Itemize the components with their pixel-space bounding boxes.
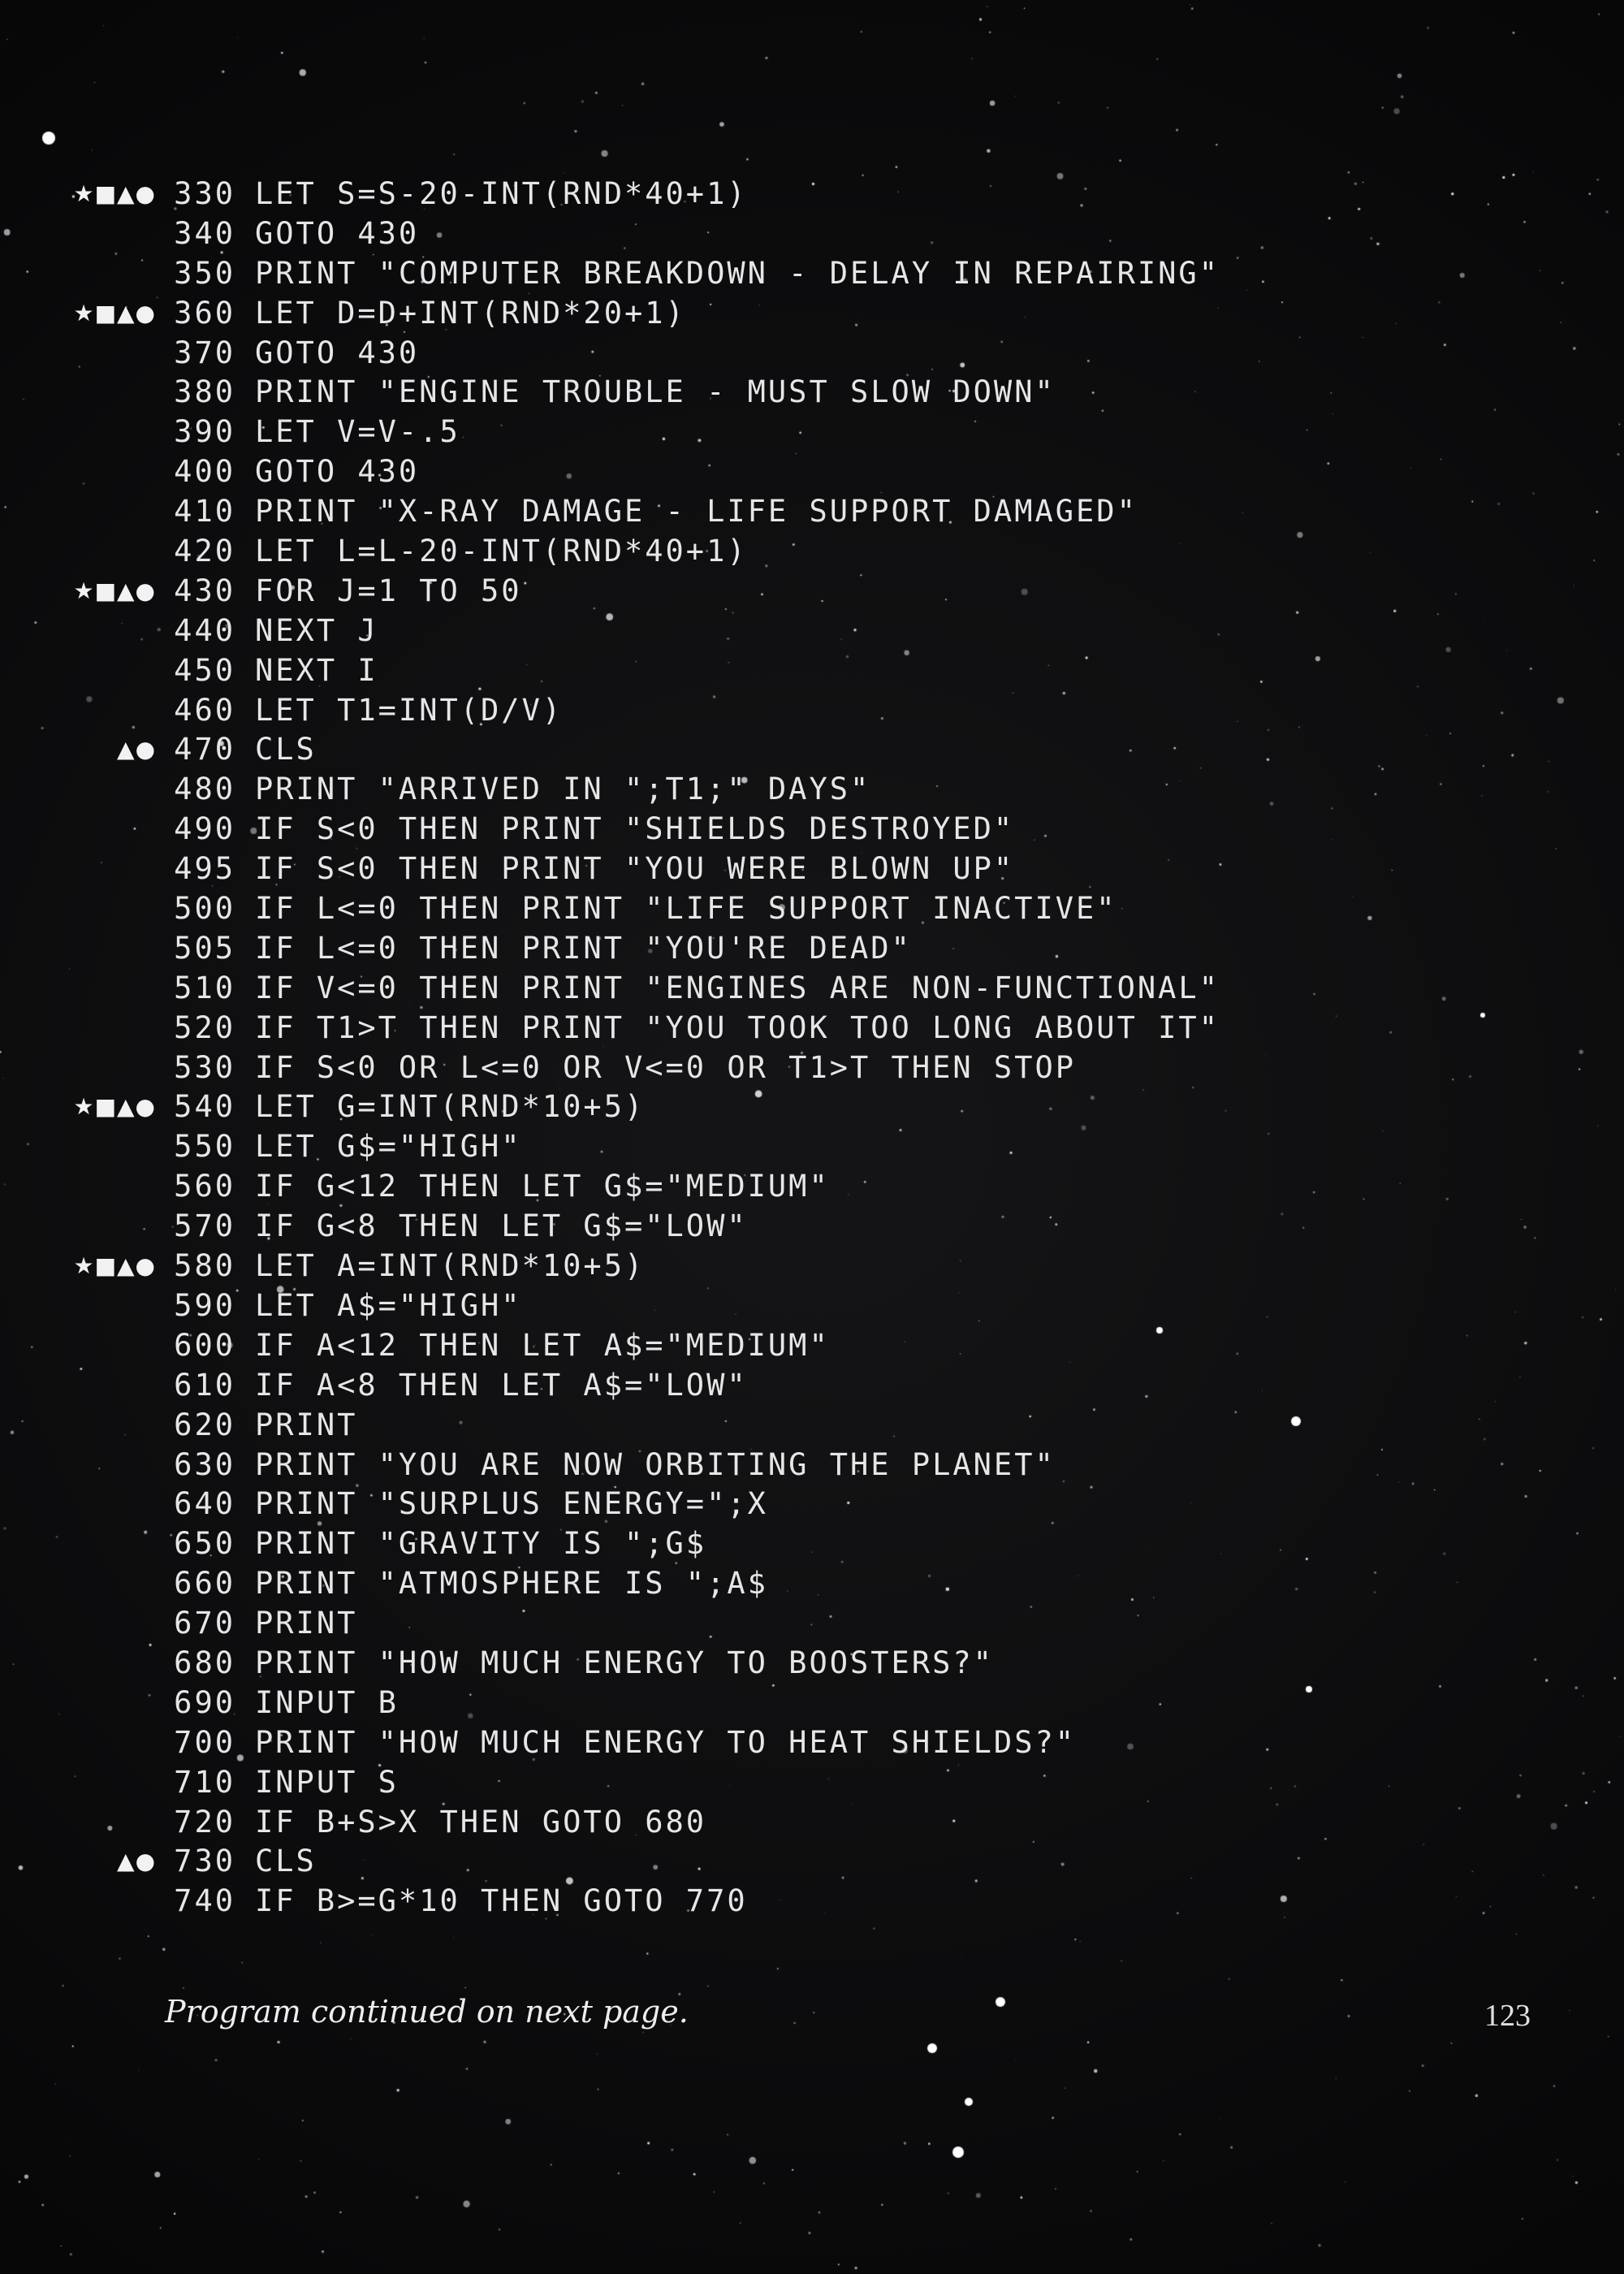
basic-statement: PRINT "SURPLUS ENERGY=";X	[255, 1486, 768, 1522]
code-line	[0, 1207, 1624, 1247]
code-line	[0, 1366, 1624, 1406]
line-number: 700	[174, 1724, 235, 1760]
code-line	[0, 214, 1624, 254]
line-number: 710	[174, 1764, 235, 1800]
basic-program-listing	[0, 175, 1624, 1922]
basic-statement: PRINT	[255, 1407, 358, 1442]
code-line	[0, 1723, 1624, 1763]
line-number: 470	[174, 732, 235, 767]
line-number: 530	[174, 1049, 235, 1085]
basic-statement: IF A<8 THEN LET A$="LOW"	[255, 1367, 748, 1403]
code-line	[0, 770, 1624, 810]
basic-statement: PRINT "GRAVITY IS ";G$	[255, 1526, 707, 1562]
code-line	[0, 969, 1624, 1009]
computer-compatibility-symbols: ★■▲●	[73, 1093, 156, 1121]
code-line	[0, 1684, 1624, 1723]
line-number: 440	[174, 612, 235, 648]
basic-statement: LET A=INT(RND*10+5)	[255, 1248, 646, 1284]
line-number: 500	[174, 891, 235, 927]
code-line	[0, 1803, 1624, 1843]
basic-statement: CLS	[255, 732, 317, 767]
basic-statement: IF B>=G*10 THEN GOTO 770	[255, 1883, 748, 1919]
code-line	[0, 1842, 1624, 1882]
code-line	[0, 929, 1624, 969]
code-line	[0, 334, 1624, 374]
code-line	[0, 1446, 1624, 1485]
basic-statement: LET T1=INT(D/V)	[255, 692, 564, 728]
computer-compatibility-symbols: ★■▲●	[73, 180, 156, 207]
code-line	[0, 612, 1624, 651]
basic-statement: IF L<=0 THEN PRINT "YOU'RE DEAD"	[255, 930, 912, 966]
basic-statement: NEXT I	[255, 652, 378, 688]
basic-statement: PRINT "ARRIVED IN ";T1;" DAYS"	[255, 772, 871, 807]
basic-statement: INPUT B	[255, 1684, 399, 1720]
code-line	[0, 1127, 1624, 1167]
code-line	[0, 1644, 1624, 1684]
line-number: 350	[174, 255, 235, 291]
line-number: 590	[174, 1287, 235, 1323]
code-line	[0, 1604, 1624, 1644]
code-line	[0, 175, 1624, 214]
basic-statement: IF S<0 THEN PRINT "SHIELDS DESTROYED"	[255, 811, 1015, 847]
line-number: 340	[174, 215, 235, 251]
code-line	[0, 492, 1624, 532]
computer-compatibility-symbols: ▲●	[117, 736, 156, 763]
line-number: 740	[174, 1883, 235, 1919]
code-line	[0, 532, 1624, 572]
line-number: 570	[174, 1208, 235, 1244]
line-number: 640	[174, 1486, 235, 1522]
basic-statement: LET G=INT(RND*10+5)	[255, 1089, 646, 1125]
line-number: 540	[174, 1089, 235, 1125]
line-number: 330	[174, 176, 235, 211]
code-line	[0, 1247, 1624, 1286]
line-number: 660	[174, 1566, 235, 1602]
basic-statement: CLS	[255, 1844, 317, 1879]
basic-statement: IF S<0 OR L<=0 OR V<=0 OR T1>T THEN STOP	[255, 1049, 1077, 1085]
line-number: 720	[174, 1804, 235, 1840]
computer-compatibility-symbols: ★■▲●	[73, 299, 156, 326]
line-number: 580	[174, 1248, 235, 1284]
code-line	[0, 452, 1624, 492]
code-line	[0, 413, 1624, 452]
computer-compatibility-symbols: ▲●	[117, 1848, 156, 1875]
basic-statement: INPUT S	[255, 1764, 399, 1800]
line-number: 370	[174, 335, 235, 370]
line-number: 510	[174, 970, 235, 1005]
line-number: 690	[174, 1684, 235, 1720]
basic-statement: GOTO 430	[255, 215, 420, 251]
basic-statement: GOTO 430	[255, 335, 420, 370]
basic-statement: PRINT "ENGINE TROUBLE - MUST SLOW DOWN"	[255, 374, 1056, 410]
code-line	[0, 1524, 1624, 1564]
code-line	[0, 1485, 1624, 1524]
line-number: 650	[174, 1526, 235, 1562]
basic-statement: IF B+S>X THEN GOTO 680	[255, 1804, 707, 1840]
basic-statement: IF A<12 THEN LET A$="MEDIUM"	[255, 1327, 830, 1363]
code-line	[0, 294, 1624, 334]
line-number: 480	[174, 772, 235, 807]
code-line	[0, 730, 1624, 770]
code-line	[0, 810, 1624, 850]
basic-statement: PRINT	[255, 1606, 358, 1641]
line-number: 600	[174, 1327, 235, 1363]
code-line	[0, 691, 1624, 731]
basic-statement: LET L=L-20-INT(RND*40+1)	[255, 534, 748, 569]
computer-compatibility-symbols: ★■▲●	[73, 577, 156, 604]
line-number: 610	[174, 1367, 235, 1403]
line-number: 390	[174, 414, 235, 450]
code-line	[0, 1048, 1624, 1088]
code-line	[0, 651, 1624, 691]
line-number: 420	[174, 534, 235, 569]
code-line	[0, 1564, 1624, 1604]
basic-statement: IF L<=0 THEN PRINT "LIFE SUPPORT INACTIVE"	[255, 891, 1117, 927]
code-line	[0, 572, 1624, 612]
line-number: 430	[174, 573, 235, 608]
line-number: 410	[174, 494, 235, 530]
line-number: 450	[174, 652, 235, 688]
code-line	[0, 889, 1624, 929]
code-line	[0, 1763, 1624, 1803]
line-number: 400	[174, 454, 235, 490]
code-line	[0, 1882, 1624, 1922]
line-number: 495	[174, 851, 235, 887]
basic-statement: IF G<12 THEN LET G$="MEDIUM"	[255, 1169, 830, 1204]
basic-statement: PRINT "HOW MUCH ENERGY TO BOOSTERS?"	[255, 1645, 994, 1680]
basic-statement: LET G$="HIGH"	[255, 1129, 522, 1165]
code-line	[0, 1167, 1624, 1207]
basic-statement: FOR J=1 TO 50	[255, 573, 522, 608]
code-line	[0, 373, 1624, 413]
basic-statement: PRINT "YOU ARE NOW ORBITING THE PLANET"	[255, 1446, 1056, 1482]
code-line	[0, 1286, 1624, 1326]
computer-compatibility-symbols: ★■▲●	[73, 1252, 156, 1280]
basic-statement: LET D=D+INT(RND*20+1)	[255, 295, 686, 331]
continued-note: Program continued on next page.	[165, 1994, 689, 2030]
code-line	[0, 1326, 1624, 1366]
line-number: 560	[174, 1169, 235, 1204]
code-line	[0, 1406, 1624, 1446]
basic-statement: LET S=S-20-INT(RND*40+1)	[255, 176, 748, 211]
line-number: 730	[174, 1844, 235, 1879]
basic-statement: IF G<8 THEN LET G$="LOW"	[255, 1208, 748, 1244]
line-number: 680	[174, 1645, 235, 1680]
code-line	[0, 850, 1624, 889]
page-number: 123	[1484, 1999, 1531, 2033]
line-number: 620	[174, 1407, 235, 1442]
line-number: 490	[174, 811, 235, 847]
basic-statement: PRINT "ATMOSPHERE IS ";A$	[255, 1566, 768, 1602]
basic-statement: LET V=V-.5	[255, 414, 460, 450]
line-number: 360	[174, 295, 235, 331]
code-line	[0, 254, 1624, 294]
basic-statement: PRINT "HOW MUCH ENERGY TO HEAT SHIELDS?"	[255, 1724, 1077, 1760]
line-number: 380	[174, 374, 235, 410]
code-line	[0, 1087, 1624, 1127]
line-number: 505	[174, 930, 235, 966]
basic-statement: IF S<0 THEN PRINT "YOU WERE BLOWN UP"	[255, 851, 1015, 887]
line-number: 670	[174, 1606, 235, 1641]
line-number: 460	[174, 692, 235, 728]
code-line	[0, 1009, 1624, 1048]
basic-statement: IF T1>T THEN PRINT "YOU TOOK TOO LONG ABOUT IT"	[255, 1009, 1220, 1045]
basic-statement: PRINT "COMPUTER BREAKDOWN - DELAY IN REPAIRING"	[255, 255, 1220, 291]
line-number: 630	[174, 1446, 235, 1482]
basic-statement: IF V<=0 THEN PRINT "ENGINES ARE NON-FUNCTIONAL"	[255, 970, 1220, 1005]
basic-statement: LET A$="HIGH"	[255, 1287, 522, 1323]
line-number: 520	[174, 1009, 235, 1045]
basic-statement: NEXT J	[255, 612, 378, 648]
basic-statement: PRINT "X-RAY DAMAGE - LIFE SUPPORT DAMAGED"	[255, 494, 1138, 530]
basic-statement: GOTO 430	[255, 454, 420, 490]
line-number: 550	[174, 1129, 235, 1165]
